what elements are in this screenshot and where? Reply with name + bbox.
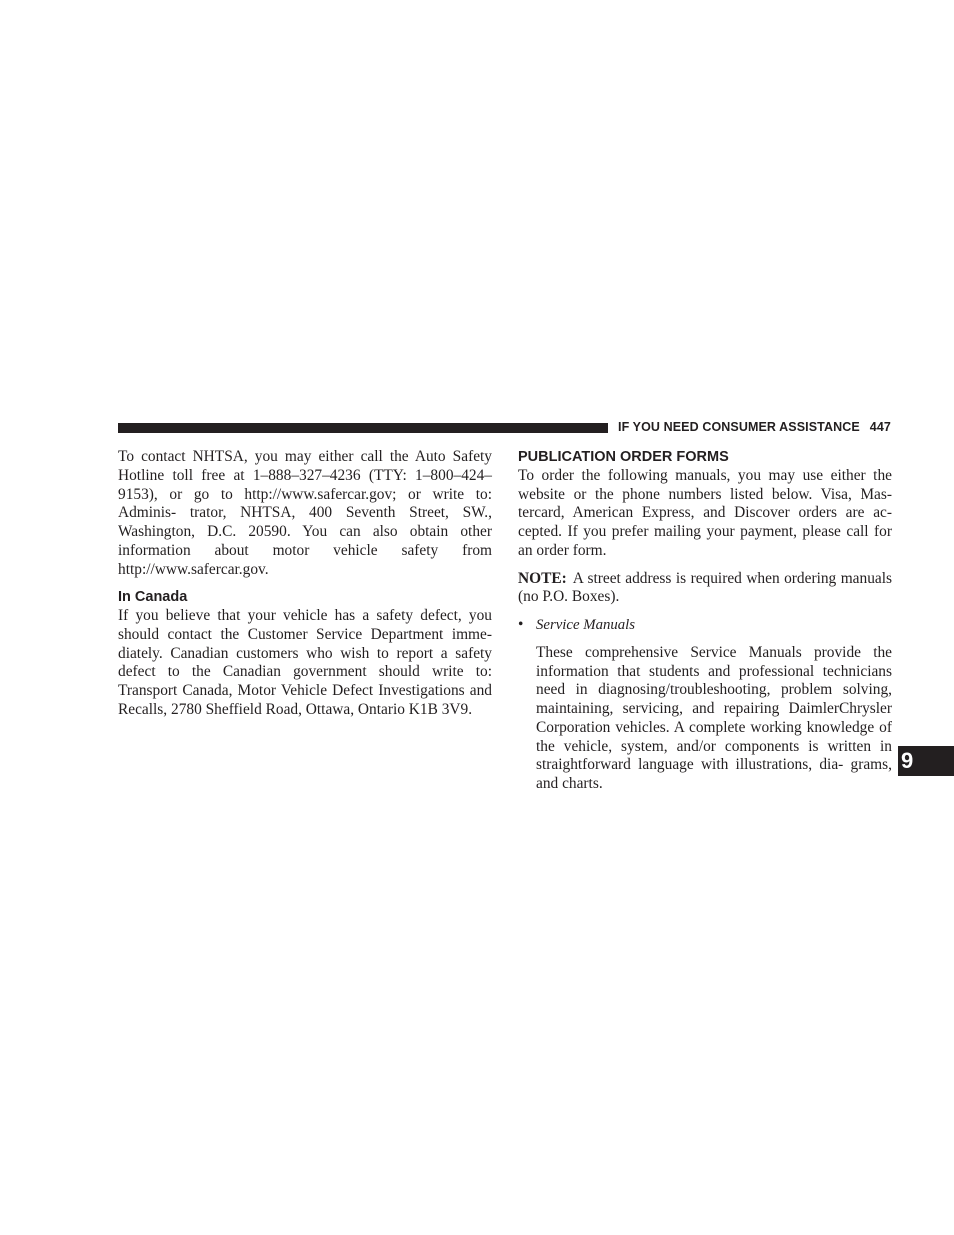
publication-order-forms-heading: PUBLICATION ORDER FORMS: [518, 449, 729, 465]
bullet-list-item: [518, 616, 892, 635]
note-text: A street address is required when ordering manuals (no P.O. Boxes).: [518, 569, 892, 606]
header-rule: [118, 423, 608, 433]
page-number: 447: [869, 420, 891, 434]
service-manuals-item: Service Manuals: [536, 617, 636, 633]
canada-paragraph: If you believe that your vehicle has a safety defect, you should contact the Customer Service Department imme- diately. Canadian customers who wish to report a safety defect to the Canadian government should write to: Transport Canada, Motor Vehicle Defect Investigations and Recalls, 2780 Sheffield Road, Ottawa, Ontario K1B 3V9.: [118, 607, 492, 718]
chapter-tab: 9: [898, 746, 954, 776]
note-paragraph: [518, 570, 892, 608]
right-column: [518, 448, 892, 794]
order-paragraph: To order the following manuals, you may use either the website or the phone numbers listed below. Visa, Mas- tercard, American Express, and Discover orders are ac- cepted. If you prefer mailing your payment, please call for an order form.: [518, 466, 892, 559]
in-canada-heading: In Canada: [118, 589, 188, 606]
service-manuals-paragraph: These comprehensive Service Manuals provide the information that students and professional technicians need in diagnosing/troubleshooting, problem solving, maintaining, servicing, and repairing DaimlerChrysler Corporation vehicles. A complete working knowledge of the vehicle, system, and/or components is written in straightforward language with illustrations, dia- grams, and charts.: [536, 643, 892, 792]
running-header: [618, 420, 891, 434]
left-column: [118, 448, 492, 720]
section-title: IF YOU NEED CONSUMER ASSISTANCE: [618, 420, 860, 434]
nhtsa-contact-paragraph: To contact NHTSA, you may either call the Auto Safety Hotline toll free at 1–888–327–4236 (TTY: 1–800–424– 9153), or go to http://www.safercar.gov; or write to: Adminis- trator, NHTSA, 400 Seventh Street, SW., Washington, D.C. 20590. You can also obtain other information about motor vehicle safety from http://www.safercar.gov.: [118, 448, 492, 578]
bullet-icon: •: [518, 616, 524, 633]
note-label: NOTE:: [518, 569, 567, 587]
